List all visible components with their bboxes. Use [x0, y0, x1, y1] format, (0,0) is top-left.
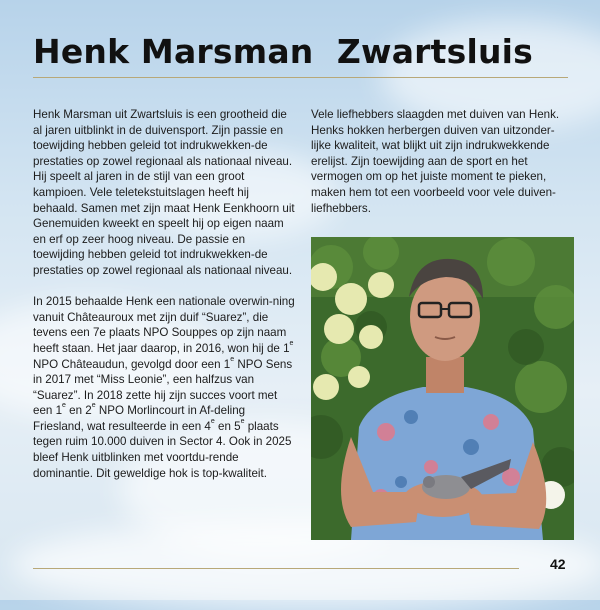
article-column-right	[311, 107, 573, 216]
page-title: Henk Marsman Zwartsluis	[33, 32, 534, 71]
article-column-left	[33, 107, 295, 481]
article-paragraph: Henk Marsman uit Zwartsluis is een grootheid die al jaren uitblinkt in de duivensport. Zijn passie en toewijding hebben geleid tot indrukwekken-de prestaties op zowel regionaal als nationaal niveau. Hij speelt al jaren in de stijl van een groot kampioen. Vele teletekstuitslagen heeft hij behaald. Samen met zijn maat Henk Eenkhoorn uit Genemuiden kweekt en speelt hij op eigen naam en erf op zeer hoog niveau. De passie en toewijding hebben geleid tot indrukwekken-de prestaties op zowel regionaal als nationaal niveau.	[33, 108, 295, 277]
title-divider	[33, 77, 568, 78]
page-number: 42	[550, 556, 566, 572]
article-paragraph: Vele liefhebbers slaagden met duiven van Henk. Henks hokken herbergen duiven van uitzonder-lijke kwaliteit, wat blijkt uit zijn indrukwekkende erelijst. Zijn toewijding aan de sport en het vermogen om op het juiste moment te pieken, maken hem tot een voorbeeld voor vele duiven-liefhebbers.	[311, 108, 560, 215]
portrait-photo	[311, 237, 574, 540]
article-paragraph: In 2015 behaalde Henk een nationale overwin-ning vanuit Châteauroux met zijn duif “Suarez”, die tevens een 7e plaats NPO Souppes op zijn naam heeft staan. Het jaar daarop, in 2016, won hij de 1e NPO Châteaudun, gevolgd door een 1e NPO Sens in 2017 met “Miss Leonie”, een halfzus van “Suarez”. In 2018 zette hij zijn succes voort met een 1e en 2e NPO Morlincourt in Af-deling Friesland, wat resulteerde in een 4e en 5e plaats tegen ruim 10.000 duiven in Sector 4. Ook in 2025 bleef Henk uitblinken met voortdu-rende dominantie. Dit geweldige hok is top-kwaliteit.	[33, 295, 295, 480]
footer-divider	[33, 568, 519, 569]
